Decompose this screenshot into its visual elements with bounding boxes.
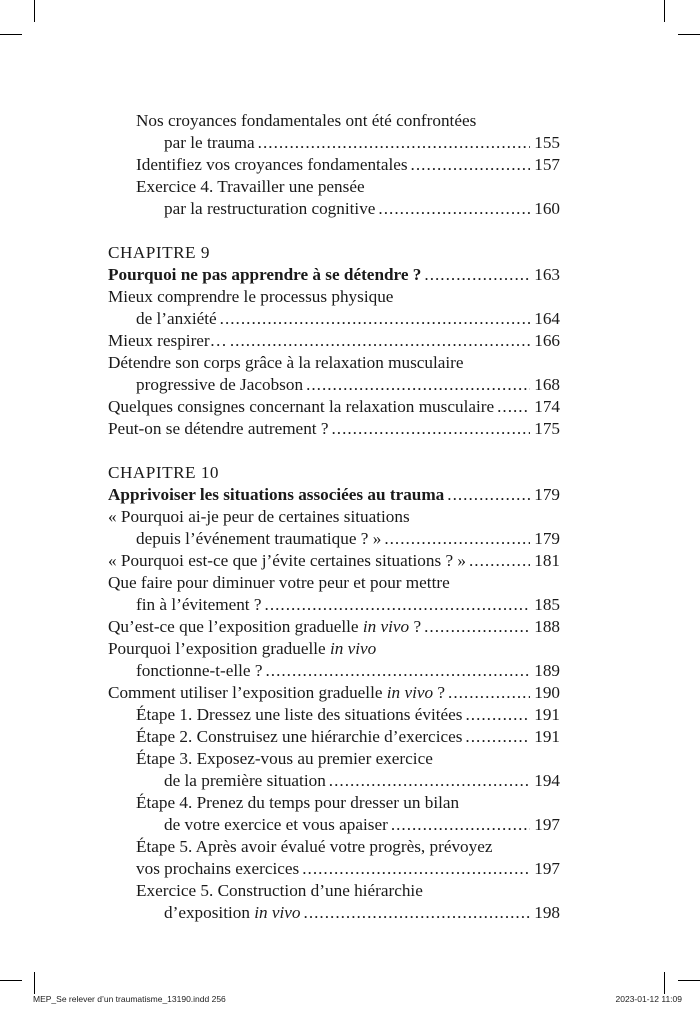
page-number: 157 <box>534 155 560 174</box>
chapter-label: CHAPITRE 9 <box>108 243 210 262</box>
crop-mark <box>664 0 665 22</box>
toc-entry-text: d’exposition in vivo <box>164 903 301 922</box>
dot-leader <box>469 550 530 572</box>
toc-entry[interactable] <box>108 396 560 418</box>
toc-entry-text: Mieux respirer… <box>108 331 227 350</box>
dot-leader <box>230 330 530 352</box>
page-number: 163 <box>534 265 560 284</box>
toc-entry[interactable] <box>108 506 560 550</box>
toc-entry-text: Peut-on se détendre autrement ? <box>108 419 329 438</box>
slug-timestamp: 2023-01-12 11:09 <box>615 994 682 1004</box>
crop-mark <box>34 0 35 22</box>
toc-entry-text: Comment utiliser l’exposition graduelle in vivo ? <box>108 683 446 702</box>
slug-filename: MEP_Se relever d’un traumatisme_13190.indd 256 <box>33 994 226 1004</box>
crop-mark <box>0 34 22 35</box>
toc-entry-text: Exercice 4. Travailler une pensée <box>136 177 365 196</box>
toc-entry[interactable] <box>108 286 560 330</box>
toc-entry-text: « Pourquoi ai-je peur de certaines situations <box>108 507 410 526</box>
page-number: 166 <box>534 331 560 350</box>
toc-entry-text: progressive de Jacobson <box>136 375 304 394</box>
dot-leader <box>447 484 530 506</box>
page-number: 179 <box>534 529 560 548</box>
chapter-title: Pourquoi ne pas apprendre à se détendre ? <box>108 265 422 284</box>
toc-entry[interactable] <box>108 616 560 638</box>
page-number: 188 <box>534 617 560 636</box>
toc-entry[interactable] <box>108 704 560 726</box>
toc-entry[interactable] <box>108 154 560 176</box>
toc-entry-text: « Pourquoi est-ce que j’évite certaines situations ? » <box>108 551 466 570</box>
dot-leader <box>448 682 530 704</box>
toc-entry[interactable] <box>108 682 560 704</box>
dot-leader <box>424 616 530 638</box>
toc-entry[interactable] <box>108 792 560 836</box>
toc-entry[interactable] <box>108 330 560 352</box>
toc-entry-text: fonctionne-t-elle ? <box>136 661 263 680</box>
dot-leader <box>391 814 530 836</box>
toc-entry-text: Quelques consignes concernant la relaxation musculaire <box>108 397 495 416</box>
toc-entry-text: par le trauma <box>164 133 255 152</box>
toc-entry[interactable] <box>108 726 560 748</box>
toc-entry[interactable] <box>108 638 560 682</box>
toc-entry-text: de l’anxiété <box>136 309 217 328</box>
toc-entry[interactable] <box>108 748 560 792</box>
page-number: 191 <box>534 705 560 724</box>
page-number: 155 <box>534 133 560 152</box>
crop-mark <box>34 972 35 994</box>
toc-entry-text: Identifiez vos croyances fondamentales <box>136 155 408 174</box>
page-number: 174 <box>534 397 560 416</box>
dot-leader <box>465 704 530 726</box>
page-number: 190 <box>534 683 560 702</box>
toc-entry-text: Qu’est-ce que l’exposition graduelle in vivo ? <box>108 617 422 636</box>
dot-leader <box>220 308 531 330</box>
toc-entry-text: Étape 1. Dressez une liste des situations évitées <box>136 705 463 724</box>
toc-entry-text: vos prochains exercices <box>136 859 300 878</box>
toc-entry-text: par la restructuration cognitive <box>164 199 376 218</box>
toc-entry-text: Étape 3. Exposez-vous au premier exercice <box>136 749 433 768</box>
dot-leader <box>424 264 530 286</box>
page-number: 164 <box>534 309 560 328</box>
page-number: 179 <box>534 485 560 504</box>
page-number: 181 <box>534 551 560 570</box>
toc-entry-text: Mieux comprendre le processus physique <box>108 287 394 306</box>
toc-entry-text: depuis l’événement traumatique ? » <box>136 529 382 548</box>
crop-mark <box>678 34 700 35</box>
toc-entry[interactable] <box>108 880 560 924</box>
toc-entry-text: fin à l’évitement ? <box>136 595 262 614</box>
toc-entry[interactable] <box>108 836 560 880</box>
page-number: 191 <box>534 727 560 746</box>
chapter-title: Apprivoiser les situations associées au trauma <box>108 485 445 504</box>
dot-leader <box>465 726 530 748</box>
toc-entry-text: Étape 2. Construisez une hiérarchie d’exercices <box>136 727 463 746</box>
page-number: 168 <box>534 375 560 394</box>
toc-entry-text: Étape 4. Prenez du temps pour dresser un bilan <box>136 793 460 812</box>
toc-entry-text: de la première situation <box>164 771 326 790</box>
dot-leader <box>384 528 530 550</box>
crop-mark <box>664 972 665 994</box>
toc-entry-text: Que faire pour diminuer votre peur et pour mettre <box>108 573 450 592</box>
print-slug <box>0 994 700 1008</box>
page-number: 198 <box>534 903 560 922</box>
page-number: 160 <box>534 199 560 218</box>
toc-entry-text: de votre exercice et vous apaiser <box>164 815 388 834</box>
dot-leader <box>258 132 531 154</box>
dot-leader <box>302 858 530 880</box>
dot-leader <box>411 154 531 176</box>
toc-entry-text: Pourquoi l’exposition graduelle in vivo <box>108 639 377 658</box>
dot-leader <box>306 374 530 396</box>
toc-entry-text: Détendre son corps grâce à la relaxation musculaire <box>108 353 464 372</box>
page-number: 185 <box>534 595 560 614</box>
dot-leader <box>304 902 531 924</box>
dot-leader <box>265 660 530 682</box>
page-number: 197 <box>534 859 560 878</box>
toc-entry-text: Nos croyances fondamentales ont été confrontées <box>136 111 477 130</box>
dot-leader <box>265 594 531 616</box>
toc-entry[interactable] <box>108 176 560 220</box>
crop-mark <box>0 980 22 981</box>
toc-entry-text: Étape 5. Après avoir évalué votre progrès, prévoyez <box>136 837 493 856</box>
chapter-label: CHAPITRE 10 <box>108 463 220 482</box>
toc-entry[interactable] <box>108 418 560 440</box>
chapter-title-entry[interactable] <box>108 484 560 506</box>
page-number: 197 <box>534 815 560 834</box>
page-number: 189 <box>534 661 560 680</box>
page-number: 175 <box>534 419 560 438</box>
toc-entry-text: Exercice 5. Construction d’une hiérarchie <box>136 881 423 900</box>
table-of-contents <box>108 110 560 924</box>
page-number: 194 <box>534 771 560 790</box>
dot-leader <box>329 770 530 792</box>
toc-entry[interactable] <box>108 352 560 396</box>
toc-entry[interactable] <box>108 572 560 616</box>
crop-mark <box>678 980 700 981</box>
dot-leader <box>331 418 530 440</box>
dot-leader <box>378 198 530 220</box>
toc-entry[interactable] <box>108 550 560 572</box>
toc-entry[interactable] <box>108 110 560 154</box>
chapter-title-entry[interactable] <box>108 264 560 286</box>
dot-leader <box>497 396 530 418</box>
